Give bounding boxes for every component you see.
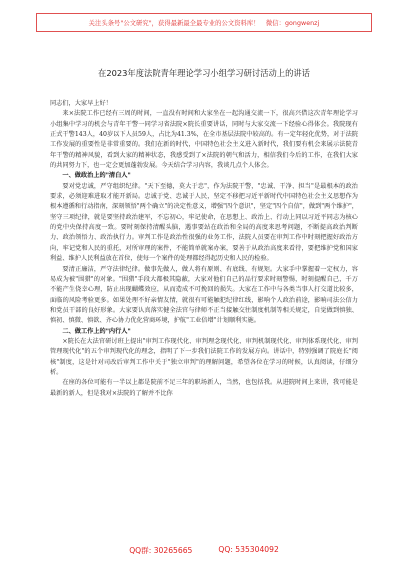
contact-footer — [0, 545, 408, 556]
section-paragraph: ×院长在大法官研讨班上提出"审判工作现代化、审判理念现代化、审判机制现代化、审判体系现代化、审判管理现代化"的五个审判现代化的理念，指明了下一步我们法院工作的发展方向。讲话中，特别强调了院庭长"阅核"制度，这是针对司改后审判工作中关于"独立审判"的理解问题，希望各位在学习的时候，认真阅读，仔细分析。 — [50, 337, 358, 376]
promo-banner — [36, 13, 372, 32]
intro-paragraph: 来×法院工作已经有三周的时间，一直没有时间和大家坐在一起沟通交流一下，很高兴借这次青年理论学习小组集中学习的机会与青年干警一同学习省法院×院长重要讲话，同时与大家交流一下经验心得体会。我院现有正式干警143人，40岁以下人员59人，占比为41.3%，在全市基层法院中较高的。有一定年轻化优势，对于法院工作发展的重要性是非常重要的。我们在新的时代，中国特色社会主义进入新时代，我们要有机会来展示法院青年干警的精神风貌，看到大家的精神状态，我感受到了×法院的朝气和活力，相信我们今后的工作，在我们大家的共同努力下，也一定会更加蓬勃发展。今天结合学习内容，我谈几点个人体会。 — [50, 110, 358, 170]
document-body — [50, 99, 358, 399]
qq-group-number: QQ群: 30265665 — [129, 546, 193, 555]
greeting: 同志们，大家早上好！ — [50, 100, 112, 107]
section-paragraph: 在座的各位可能有一半以上都是院前不足三年的职场新人，当然，也包括我。从进院时间上来讲，我可能是最新的新人，但是我对×法院的了解并不比你 — [50, 379, 358, 397]
section-paragraph: 要清正廉洁，严守法律纪律。做事先做人，做人将有原则、有底线、有规矩。大家手中掌握着一定权力，容易成为被"围猎"的对象。"围猎"手段大都极其隐蔽，大家对他们自己的品行要求时刻警惕，时刻提醒自己，千万不能产生侥幸心理，防止出现蝴蝶效应，从而造成不可挽回的损失。大家在工作中与各类当事人打交道比较多，面临的风险考验更多。如果处理不好亲情友情，就很有可能触犯纪律红线，影响个人政治前途，影响司法公信力和党员干部的良好形象。大家要认真落实健全法官与律师不正当接触交往制度机制等相关规定，自觉做到慎独、慎初、慎微、慎欲、齐心协力优化营商环境，护航"工业倍增"计划顺利实施。 — [50, 265, 358, 325]
qq-number: QQ: 535304092 — [218, 545, 279, 554]
section-heading: 二、做工作上的"内行人" — [62, 327, 131, 335]
section-paragraph: 要对党忠诚，严守组织纪律。"天下至德，莫大于忠"，作为法院干警，"忠诚、干净、担当"是最根本的政治要求，必须迎难进取才能开新局。忠诚于党、忠诚于人民，坚定不移把习近平新时代中国特色社会主义思想作为根本遵循和行动指南，深刻领悟"两个确立"的决定性意义，增强"四个意识"，坚定"四个自信"，做到"两个维护"，坚守三项纪律，就是要坚持政治建军，不忘初心，牢记使命，在思想上、政治上、行动上同以习近平同志为核心的党中央保持高度一致。要时刻保持清醒头脑，遇事要站在政治和全局的高度来思考问题，不断提高政治判断力、政治领悟力、政治执行力。审判工作是政治性很强的业务工作，法院人员要在审判工作中时刻把握好政治方向，牢记党和人民的重托，对所审理的案件，不能简单就案办案，要善于从政治高度来看待，要把维护党和国家利益、维护人民利益放在首位，使每一个案件的处理都经得起历史和人民的检验。 — [50, 182, 358, 263]
document-title: 在2023年度法院青年理论学习小组学习研讨活动上的讲话 — [98, 68, 310, 78]
section-heading: 一、做政治上的"清白人" — [62, 172, 131, 180]
promo-banner-text: 关注头条号"公文研究"，获得最新最全最专业的公文资料库！ 微信：gongwenzj — [88, 20, 320, 27]
